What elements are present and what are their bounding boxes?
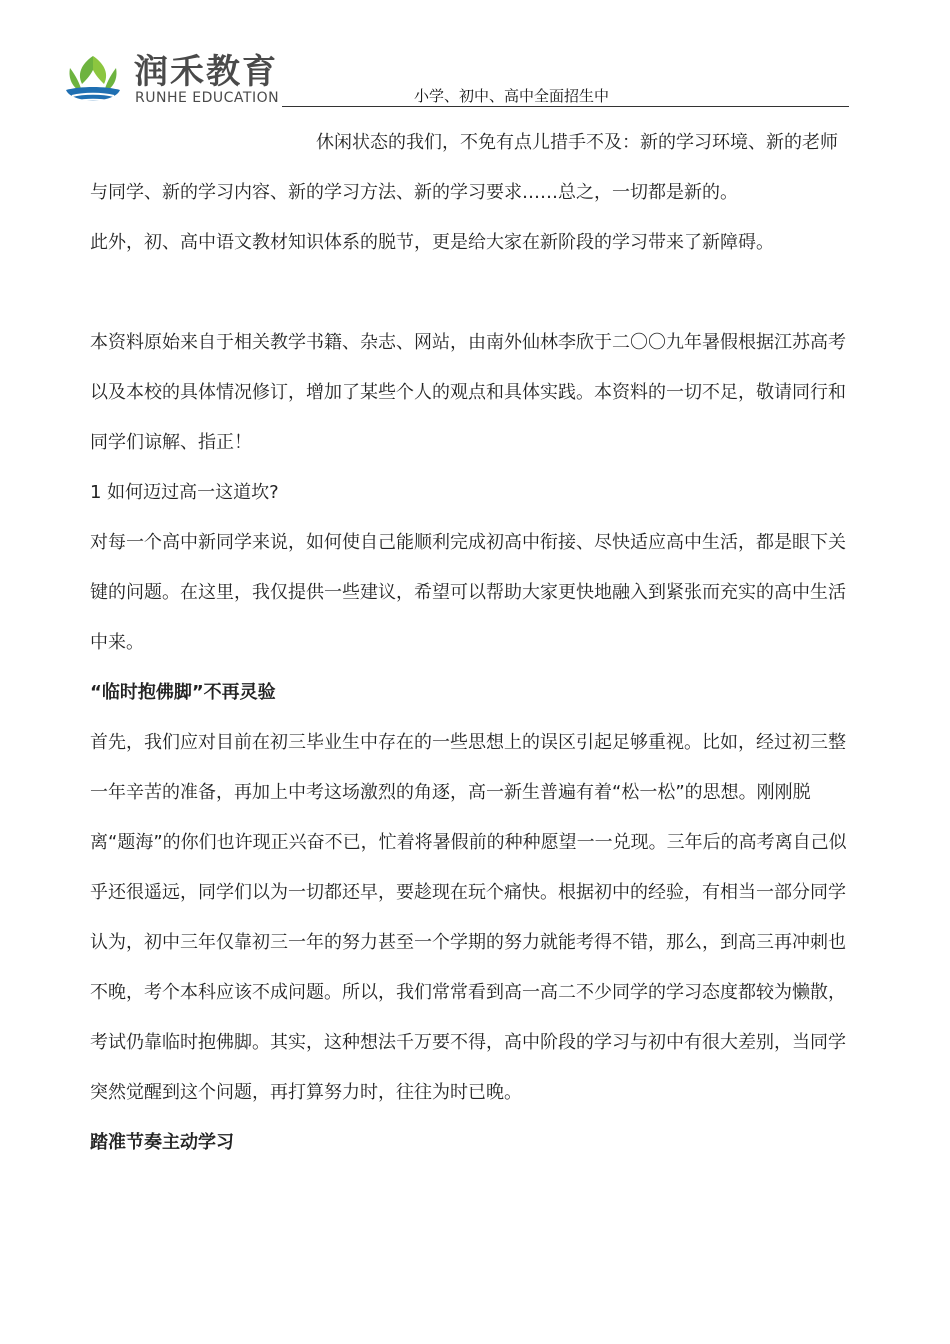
header-slogan: 小学、初中、高中全面招生中 xyxy=(414,87,610,105)
logo-english-text: RUNHE EDUCATION xyxy=(135,90,280,106)
section-heading-active-learning: 踏准节奏主动学习 xyxy=(90,1132,234,1153)
page-header xyxy=(0,0,950,110)
paragraph-textbook-gap: 此外，初、高中语文教材知识体系的脱节，更是给大家在新阶段的学习带来了新障碍。 xyxy=(90,232,774,253)
logo-chinese-text: 润禾教育 xyxy=(134,52,278,92)
header-divider xyxy=(282,106,849,107)
paragraph-intro: 休闲状态的我们，不免有点儿措手不及：新的学习环境、新的老师与同学、新的学习内容、新的学习方法、新的学习要求……总之，一切都是新的。 xyxy=(90,132,838,203)
runhe-logo xyxy=(62,50,292,110)
section-heading-cramming: “临时抱佛脚”不再灵验 xyxy=(90,682,276,703)
logo-leaf-icon xyxy=(62,50,124,110)
paragraph-advice-intro: 对每一个高中新同学来说，如何使自己能顺利完成初高中衔接、尽快适应高中生活，都是眼下关键的问题。在这里，我仅提供一些建议，希望可以帮助大家更快地融入到紧张而充实的高中生活中来。 xyxy=(90,532,846,653)
paragraph-source-note: 本资料原始来自于相关教学书籍、杂志、网站，由南外仙林李欣于二〇〇九年暑假根据江苏高考以及本校的具体情况修订，增加了某些个人的观点和具体实践。本资料的一切不足，敬请同行和同学们谅解、指正！ xyxy=(90,332,846,453)
question-heading: 1 如何迈过高一这道坎? xyxy=(90,482,279,503)
document-body xyxy=(90,118,850,1168)
blank-line xyxy=(90,268,850,318)
paragraph-cramming: 首先，我们应对目前在初三毕业生中存在的一些思想上的误区引起足够重视。比如，经过初三整一年辛苦的准备，再加上中考这场激烈的角逐，高一新生普遍有着“松一松”的思想。刚刚脱离“题海”的你们也许现正兴奋不已，忙着将暑假前的种种愿望一一兑现。三年后的高考离自己似乎还很遥远，同学们以为一切都还早，要趁现在玩个痛快。根据初中的经验，有相当一部分同学认为，初中三年仅靠初三一年的努力甚至一个学期的努力就能考得不错，那么，到高三再冲刺也不晚，考个本科应该不成问题。所以，我们常常看到高一高二不少同学的学习态度都较为懒散，考试仍靠临时抱佛脚。其实，这种想法千万要不得，高中阶段的学习与初中有很大差别，当同学突然觉醒到这个问题，再打算努力时，往往为时已晚。 xyxy=(90,732,847,1103)
